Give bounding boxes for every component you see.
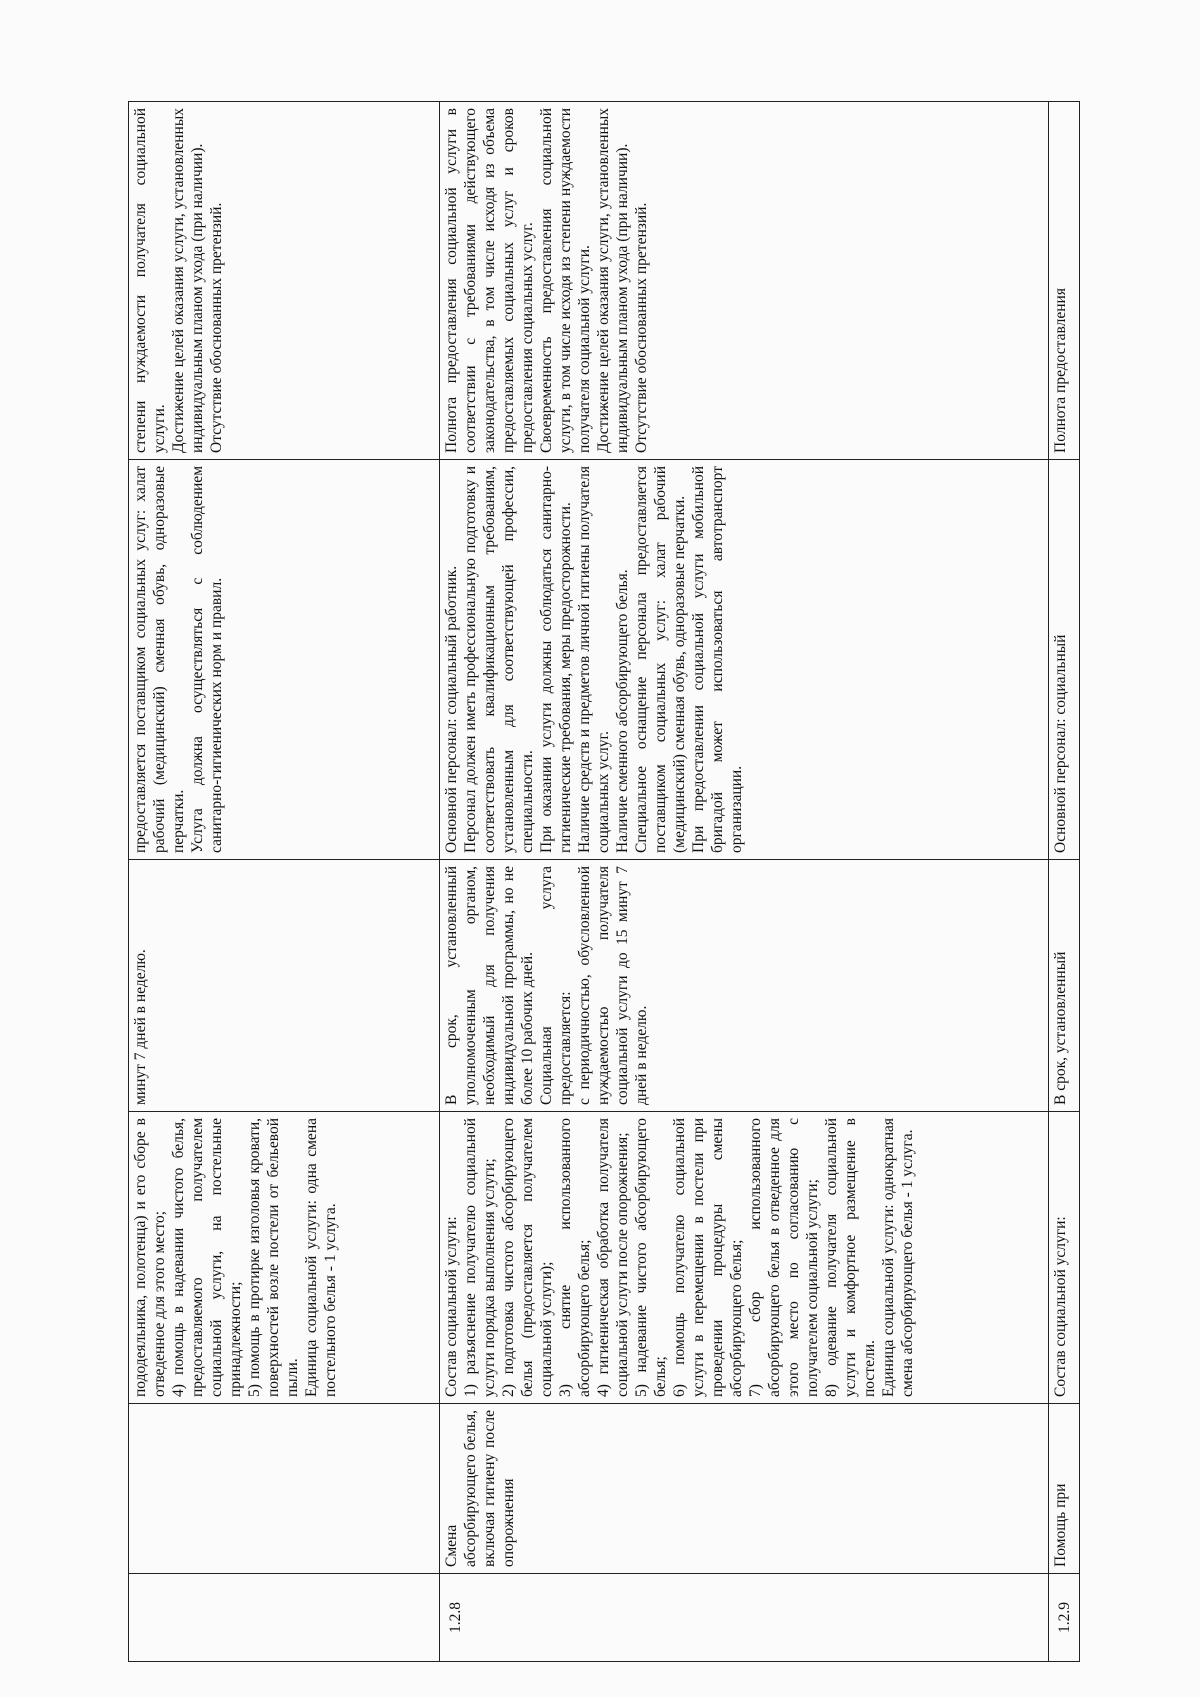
service-conditions	[1049, 460, 1080, 860]
cell-paragraph: Состав социальной услуги:	[443, 1216, 460, 1397]
cell-paragraph: Услуга должна осуществляться с соблюдением санитарно-гигиенических норм и правил.	[189, 466, 225, 853]
row-number: 1.2.9	[1049, 1574, 1080, 1662]
service-content	[129, 1112, 440, 1404]
cell-paragraph: с периодичностью, обусловленной нуждаемостью получателя социальной услуги до 15 минут 7 дней в неделю.	[576, 866, 650, 1105]
quality-indicators	[129, 102, 440, 460]
cell-paragraph: В срок, установленный	[1052, 951, 1069, 1105]
cell-paragraph: Персонал должен иметь профессиональную подготовку и соответствовать квалификационным требованиям, установленным для соответствующей профессии, специальности.	[462, 466, 536, 853]
cell-paragraph: Состав социальной услуги:	[1052, 1216, 1069, 1397]
cell-paragraph: предоставляется поставщиком социальных услуг: халат рабочий (медицинский) сменная обувь, одноразовые перчатки.	[132, 466, 187, 853]
cell-paragraph: 8) одевание получателя социальной услуги и комфортное размещение в постели.	[823, 1118, 878, 1397]
cell-paragraph: Полнота предоставления	[1052, 288, 1069, 453]
service-name	[129, 1404, 440, 1574]
service-content	[440, 1112, 1049, 1404]
cell-paragraph: пододеяльника, полотенца) и его сборе в отведенное для этого место;	[132, 1118, 168, 1397]
service-term	[129, 860, 440, 1112]
cell-paragraph: Наличие сменного абсорбирующего белья.	[614, 569, 631, 853]
cell-paragraph: 5) надевание чистого абсорбирующего белья;	[633, 1118, 669, 1397]
rotated-page-content	[128, 102, 1076, 1662]
cell-paragraph: 1) разъяснение получателю социальной услуги порядка выполнения услуги;	[462, 1118, 498, 1397]
service-conditions	[440, 460, 1049, 860]
cell-paragraph: Отсутствие обоснованных претензий.	[633, 202, 650, 453]
cell-paragraph: 5) помощь в протирке изголовья кровати, поверхностей возле постели от бельевой пыли.	[246, 1118, 301, 1397]
cell-paragraph: Основной персонал: социальный	[1052, 634, 1069, 853]
cell-paragraph: Основной персонал: социальный работник.	[443, 565, 460, 853]
cell-paragraph: Полнота предоставления социальной услуги в соответствии с требованиями действующего законодательства, в том числе исходя из объема предоставляемых социальных услуг и сроков предоставления социальных услуг.	[443, 108, 536, 453]
quality-indicators	[1049, 102, 1080, 460]
cell-paragraph: При оказании услуги должны соблюдаться санитарно-гигиенические требования, меры предосторожности.	[538, 466, 574, 853]
cell-paragraph: 3) снятие использованного абсорбирующего белья;	[557, 1118, 593, 1397]
table-row-1-2-8	[440, 102, 1049, 1662]
cell-paragraph: 2) подготовка чистого абсорбирующего белья (предоставляется получателем социальной услуги);	[500, 1118, 555, 1397]
cell-paragraph: Помощь при	[1052, 1483, 1069, 1567]
cell-paragraph: Единица социальной услуги: однократная смена абсорбирующего белья - 1 услуга.	[880, 1118, 916, 1397]
cell-paragraph: 7) сбор использованного абсорбирующего белья в отведенное для этого место по согласованию с получателем социальной услуги;	[747, 1118, 821, 1397]
cell-paragraph: минут 7 дней в неделю.	[132, 949, 149, 1105]
quality-indicators	[440, 102, 1049, 460]
cell-paragraph: В срок, установленный уполномоченным органом, необходимый для получения индивидуальной программы, но не более 10 рабочих дней.	[443, 866, 536, 1105]
cell-paragraph: 4) гигиеническая обработка получателя социальной услуги после опорожнения;	[595, 1118, 631, 1397]
service-conditions	[129, 460, 440, 860]
service-name	[440, 1404, 1049, 1574]
row-number: 1.2.8	[440, 1574, 1049, 1662]
services-table	[128, 101, 1080, 1662]
cell-paragraph: Единица социальной услуги: одна смена постельного белья - 1 услуга.	[303, 1118, 339, 1397]
service-name	[1049, 1404, 1080, 1574]
cell-paragraph: Смена абсорбирующего белья, включая гигиену после опорожнения	[443, 1410, 517, 1567]
cell-paragraph: Своевременность предоставления социальной услуги, в том числе исходя из степени нуждаемости получателя социальной услуги.	[538, 108, 593, 453]
cell-paragraph: Наличие средств и предметов личной гигиены получателя социальных услуг.	[576, 466, 612, 853]
cell-paragraph: Отсутствие обоснованных претензий.	[208, 202, 225, 453]
service-term	[440, 860, 1049, 1112]
cell-paragraph: 4) помощь в надевании чистого белья, предоставляемого получателем социальной услуги, на постельные принадлежности;	[170, 1118, 244, 1397]
service-content	[1049, 1112, 1080, 1404]
cell-paragraph: Специальное оснащение персонала предоставляется поставщиком социальных услуг: халат рабочий (медицинский) сменная обувь, одноразовые перчатки.	[633, 466, 688, 853]
cell-paragraph: Достижение целей оказания услуги, установленных индивидуальным планом ухода (при наличии).	[170, 108, 206, 453]
row-number	[129, 1574, 440, 1662]
table-row-1-2-9	[1049, 102, 1080, 1662]
cell-paragraph: Социальная услуга предоставляется:	[538, 866, 574, 1105]
cell-paragraph: степени нуждаемости получателя социальной услуги.	[132, 108, 168, 453]
cell-paragraph: 6) помощь получателю социальной услуги в перемещении в постели при проведении процедуры смены абсорбирующего белья;	[671, 1118, 745, 1397]
service-term	[1049, 860, 1080, 1112]
cell-paragraph: Достижение целей оказания услуги, установленных индивидуальным планом ухода (при наличии).	[595, 108, 631, 453]
table-row-continuation	[129, 102, 440, 1662]
cell-paragraph: При предоставлении социальной услуги мобильной бригадой может использоваться автотранспорт организации.	[690, 466, 745, 853]
